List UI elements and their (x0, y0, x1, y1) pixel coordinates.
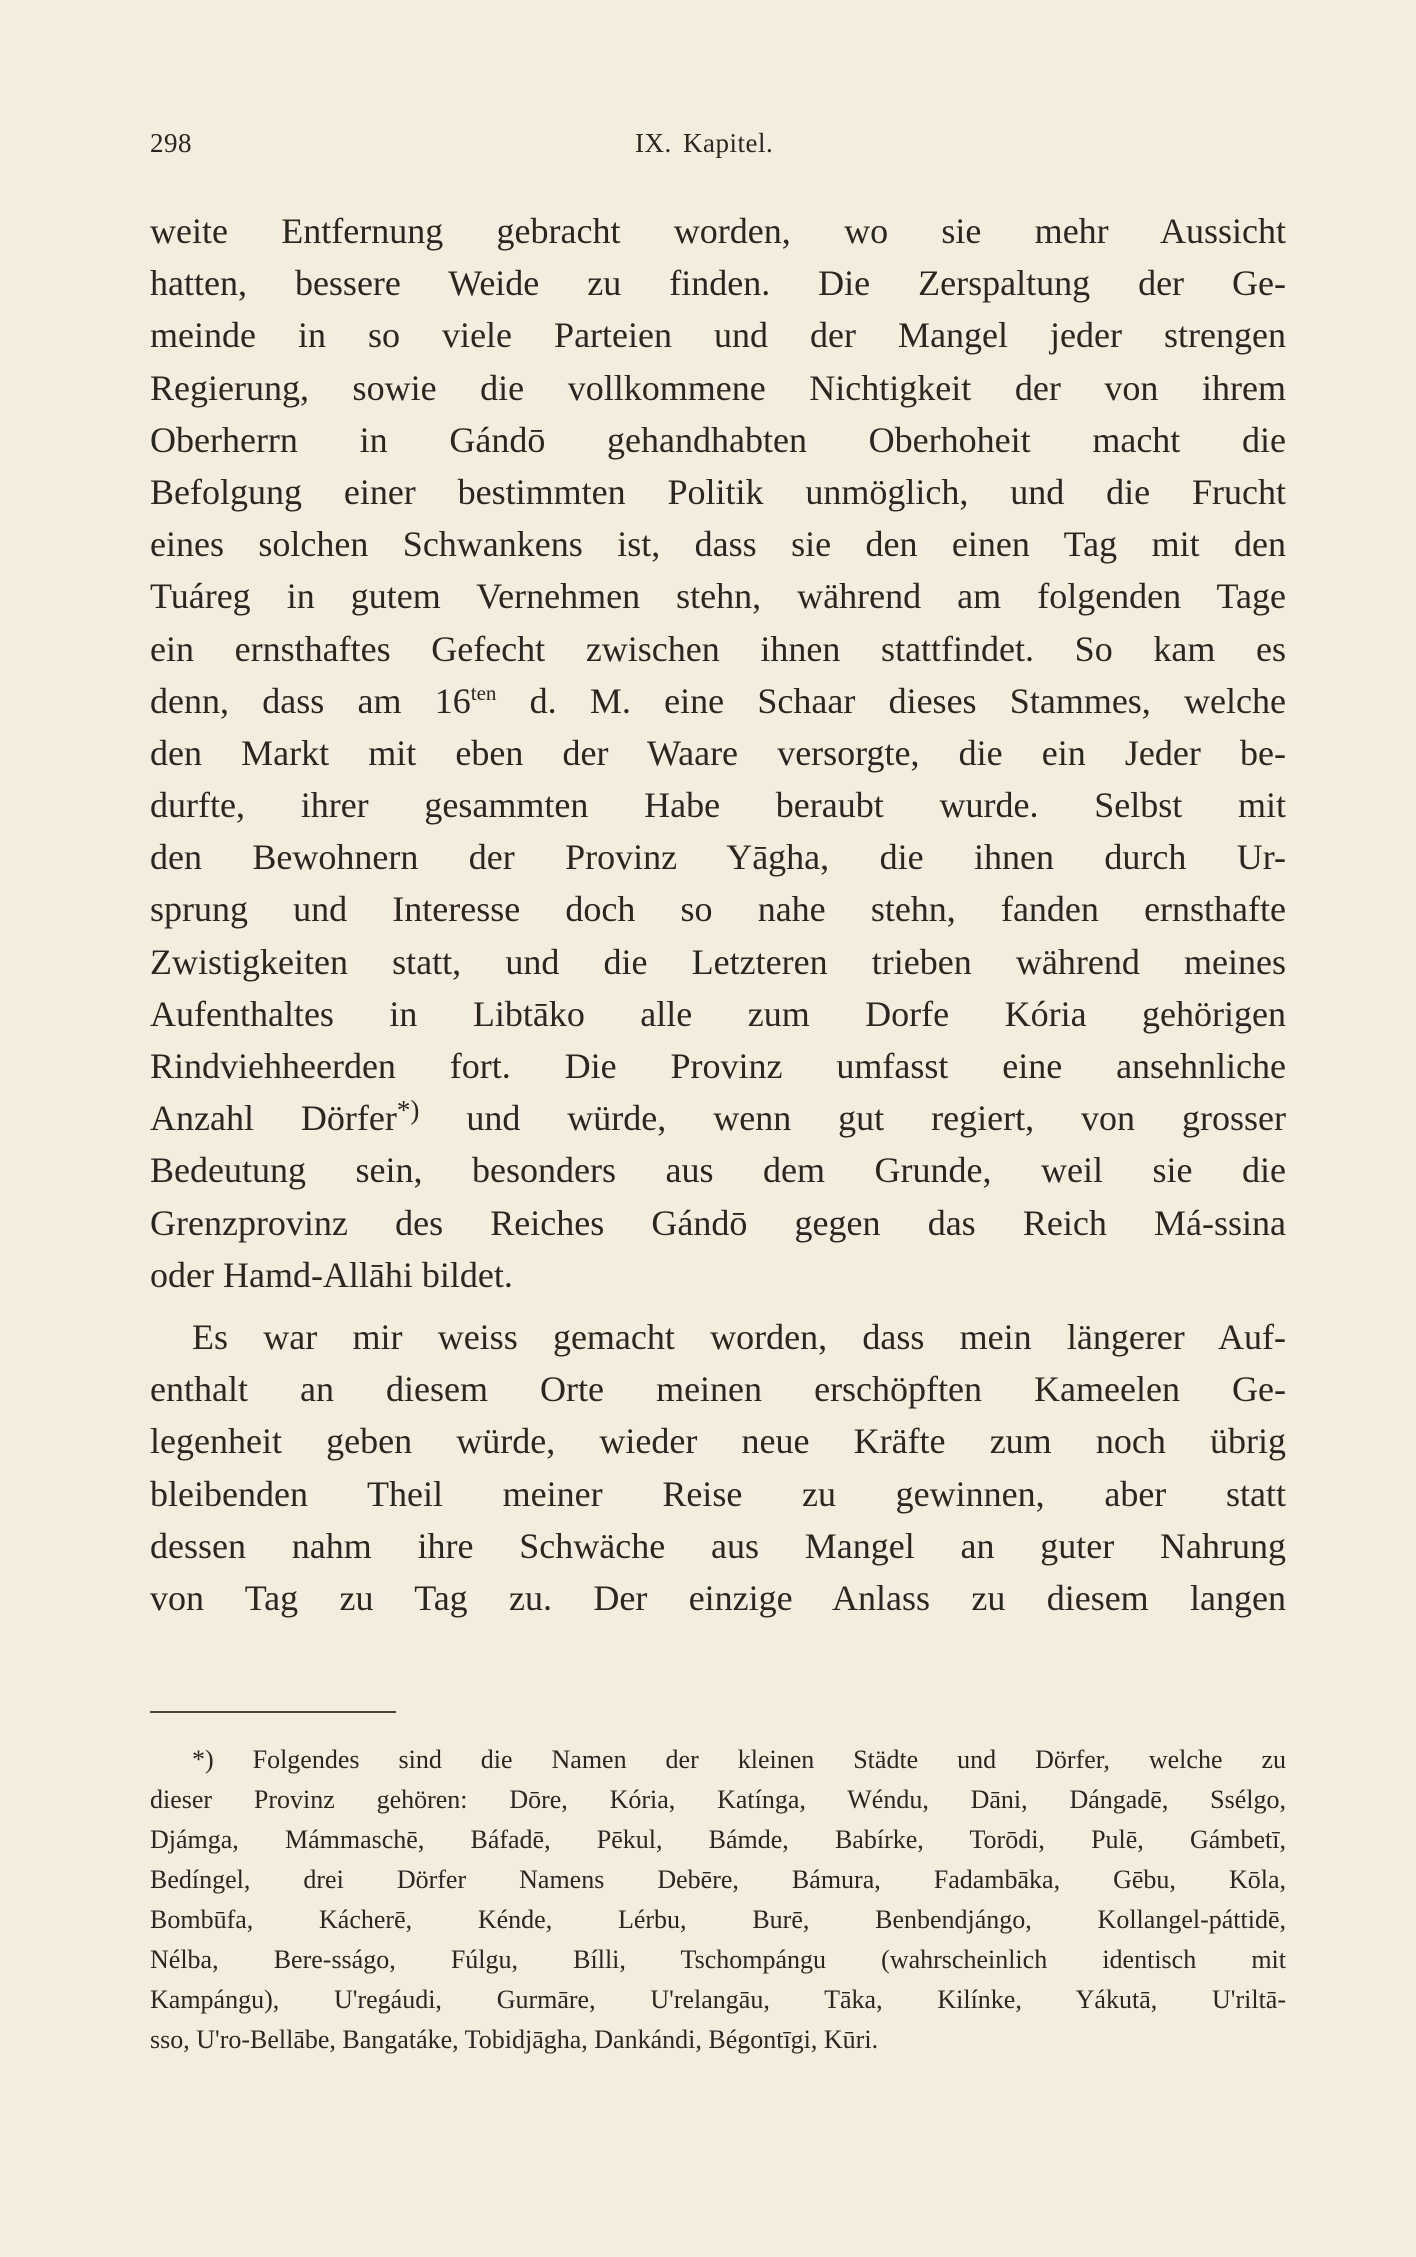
text-fragment: d. M. eine Schaar dieses Stammes, welche (496, 680, 1286, 721)
running-head (150, 128, 1290, 168)
footnote-line: sso, U'ro-Bellābe, Bangatáke, Tobidjāgha, Dankándi, Bégontīgi, Kūri. (150, 2025, 879, 2054)
text-line: meinde in so viele Parteien und der Mangel jeder strengen (150, 315, 1286, 356)
text-line: Es war mir weiss gemacht worden, dass mein längerer Auf- (192, 1316, 1286, 1357)
text-line: eines solchen Schwankens ist, dass sie den einen Tag mit den (150, 524, 1286, 565)
superscript: ten (470, 680, 497, 705)
text-line: Zwistigkeiten statt, und die Letzteren trieben während meines (150, 941, 1286, 982)
text-line: legenheit geben würde, wieder neue Kräfte zum noch übrig (150, 1421, 1286, 1462)
text-line: Grenzprovinz des Reiches Gándō gegen das Reich Má-ssina (150, 1202, 1286, 1243)
footnote (150, 1740, 1286, 2060)
text-line (150, 1092, 1286, 1144)
footnote-line: *) Folgendes sind die Namen der kleinen Städte und Dörfer, welche zu (192, 1745, 1286, 1774)
text-line: hatten, bessere Weide zu finden. Die Zerspaltung der Ge- (150, 263, 1286, 304)
main-text (150, 205, 1286, 1624)
text-fragment: Anzahl Dörfer (150, 1098, 397, 1139)
text-line: Oberherrn in Gándō gehandhabten Oberhoheit macht die (150, 419, 1286, 460)
footnote-line: Nélba, Bere-sságo, Fúlgu, Bílli, Tschompángu (wahrscheinlich identisch mit (150, 1945, 1286, 1974)
text-fragment: und würde, wenn gut regiert, von grosser (419, 1098, 1286, 1139)
text-line: enthalt an diesem Orte meinen erschöpften Kameelen Ge- (150, 1369, 1286, 1410)
footnote-line: dieser Provinz gehören: Dōre, Kória, Katínga, Wéndu, Dāni, Dángadē, Ssélgo, (150, 1785, 1286, 1814)
text-line: durfte, ihrer gesammten Habe beraubt wurde. Selbst mit (150, 785, 1286, 826)
text-line: bleibenden Theil meiner Reise zu gewinnen, aber statt (150, 1473, 1286, 1514)
text-line: Aufenthaltes in Libtāko alle zum Dorfe Kória gehörigen (150, 993, 1286, 1034)
text-line: Bedeutung sein, besonders aus dem Grunde, weil sie die (150, 1150, 1286, 1191)
text-line: Befolgung einer bestimmten Politik unmöglich, und die Frucht (150, 471, 1286, 512)
footnote-line: Kampángu), U'regáudi, Gurmāre, U'relangāu, Tāka, Kilínke, Yákutā, U'riltā- (150, 1985, 1286, 2014)
text-line: oder Hamd-Allāhi bildet. (150, 1254, 513, 1295)
text-line: ein ernsthaftes Gefecht zwischen ihnen stattfindet. So kam es (150, 628, 1286, 669)
paragraph-gap (150, 1301, 1286, 1311)
text-line: Tuáreg in gutem Vernehmen stehn, während am folgenden Tage (150, 576, 1286, 617)
footnote-reference: *) (396, 1095, 420, 1126)
chapter-title: IX. Kapitel. (635, 128, 774, 158)
footnote-line: Bombūfa, Kácherē, Kénde, Lérbu, Burē, Benbendjángo, Kollangel-páttidē, (150, 1905, 1286, 1934)
footnote-line: Djámga, Mámmaschē, Báfadē, Pēkul, Bámde, Babírke, Torōdi, Pulē, Gámbetī, (150, 1825, 1286, 1854)
text-line: den Markt mit eben der Waare versorgte, die ein Jeder be- (150, 732, 1286, 773)
text-line: Rindviehheerden fort. Die Provinz umfasst eine ansehnliche (150, 1046, 1286, 1086)
text-line: den Bewohnern der Provinz Yāgha, die ihnen durch Ur- (150, 837, 1286, 878)
text-line: weite Entfernung gebracht worden, wo sie mehr Aussicht (150, 211, 1286, 251)
text-line: sprung und Interesse doch so nahe stehn, fanden ernsthafte (150, 889, 1286, 930)
text-line: dessen nahm ihre Schwäche aus Mangel an guter Nahrung (150, 1525, 1286, 1566)
text-fragment: denn, dass am 16 (150, 680, 471, 721)
text-line (150, 675, 1286, 727)
text-line: Regierung, sowie die vollkommene Nichtigkeit der von ihrem (150, 367, 1286, 408)
page-number: 298 (150, 128, 192, 158)
text-line: von Tag zu Tag zu. Der einzige Anlass zu diesem langen (150, 1577, 1286, 1618)
footnote-line: Bedíngel, drei Dörfer Namens Debēre, Bámura, Fadambāka, Gēbu, Kōla, (150, 1865, 1286, 1894)
footnote-divider (150, 1711, 396, 1713)
